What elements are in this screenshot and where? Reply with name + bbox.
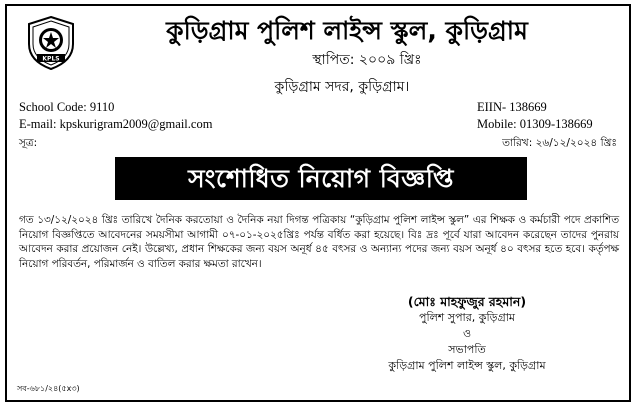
signatory-designation: পুলিশ সুপার, কুড়িগ্রাম: [418, 311, 516, 324]
notice-date: তারিখ: ২৬/১২/২০২৪ খ্রিঃ: [502, 137, 617, 149]
signatory-role: সভাপতি: [448, 343, 486, 356]
signatory-conjunction: ও: [462, 327, 472, 340]
signature-block: [307, 294, 617, 374]
signatory-name: (মোঃ মাহফুজুর রহমান): [407, 294, 527, 309]
notice-page: [5, 4, 631, 402]
mobile-number: Mobile: 01309-138669: [477, 117, 593, 131]
school-email: E-mail: kpskurigram2009@gmail.com: [19, 117, 213, 131]
reference-label: সূত্র:: [19, 137, 38, 149]
print-code: সব-৬৮১/২৪(৫x৩): [17, 384, 80, 393]
school-name: কুড়িগ্রাম পুলিশ লাইন্স স্কুল, কুড়িগ্রাম: [166, 16, 528, 45]
notice-body: গত ১৩/১২/২০২৪ খ্রিঃ তারিখে দৈনিক করতোয়া ও দৈনিক নয়া দিগন্ত পত্রিকায় “কুড়িগ্রাম পুলিশ লাইন্স স্কুল” এর শিক্ষক ও কর্মচারী পদে প্রকাশিত নিয়োগ বিজ্ঞপ্তিতে আবেদনের সময়সীমা আগামী ০৭-০১-২০২৫খ্রিঃ পর্যন্ত বর্ধিত করা হয়েছে। বিঃ দ্রঃ পূর্বে যারা আবেদন করেছেন তাদের পুনরায় আবেদন করার প্রয়োজন নেই। উল্লেখ্য, প্রধান শিক্ষকের জন্য বয়স অনূর্ধ ৪৫ বৎসর ও অন্যান্য পদের জন্য বয়স অনূর্ধ ৪০ বৎসর হতে হবে। কর্তৃপক্ষ নিয়োগ পরিবর্তন, পরিমার্জন ও বাতিল করার ক্ষমতা রাখেন।: [19, 214, 619, 270]
school-address: কুড়িগ্রাম সদর, কুড়িগ্রাম।: [274, 79, 410, 95]
school-code: School Code: 9110: [19, 100, 115, 114]
logo-text: KPLS: [42, 55, 60, 63]
notice-title: সংশোধিত নিয়োগ বিজ্ঞপ্তি: [115, 157, 527, 200]
signatory-organization: কুড়িগ্রাম পুলিশ লাইন্স স্কুল, কুড়িগ্রাম: [388, 359, 546, 372]
eiin-number: EIIN- 138669: [477, 100, 547, 114]
established-year: স্থাপিত: ২০০৯ খ্রিঃ: [312, 52, 422, 68]
school-logo: [27, 16, 75, 70]
